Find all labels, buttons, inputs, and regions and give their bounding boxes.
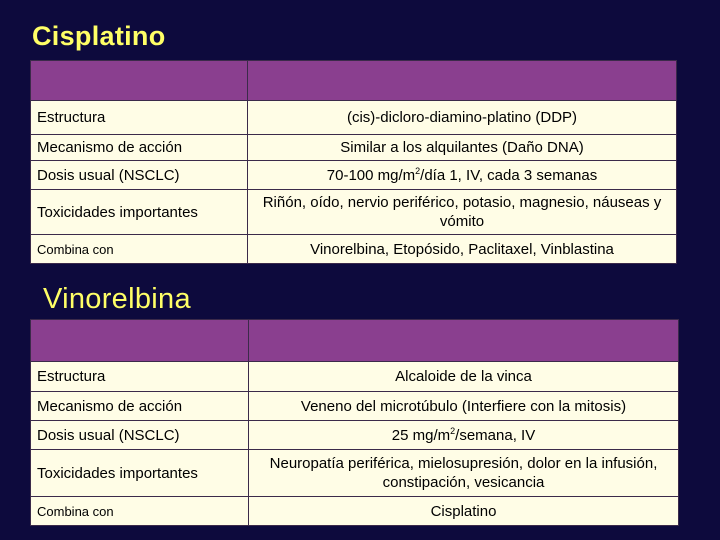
table-row — [31, 135, 677, 161]
dose-text-rest: /semana, IV — [455, 426, 536, 444]
row-label: Estructura — [31, 101, 248, 135]
row-label: Combina con — [31, 235, 248, 264]
row-value: Veneno del microtúbulo (Interfiere con la mitosis) — [249, 392, 679, 421]
table-row — [31, 450, 679, 497]
table-row — [31, 235, 677, 264]
row-label: Dosis usual (NSCLC) — [31, 421, 249, 450]
row-label: Toxicidades importantes — [31, 450, 249, 497]
row-value: (cis)-dicloro-diamino-platino (DDP) — [248, 101, 677, 135]
dose-superscript: 2 — [450, 425, 456, 436]
header-cell — [31, 320, 249, 362]
table-header-row — [31, 61, 677, 101]
table-header-row — [31, 320, 679, 362]
row-label: Mecanismo de acción — [31, 135, 248, 161]
dose-text: 70-100 mg/m — [326, 166, 416, 184]
row-value — [248, 161, 677, 190]
row-label: Mecanismo de acción — [31, 392, 249, 421]
row-label: Dosis usual (NSCLC) — [31, 161, 248, 190]
vinorelbina-table — [30, 319, 679, 526]
dose-text: 25 mg/m — [391, 426, 451, 444]
row-value: Neuropatía periférica, mielosupresión, dolor en la infusión, constipación, vesicancia — [249, 450, 679, 497]
cisplatino-table — [30, 60, 677, 264]
header-cell — [249, 320, 679, 362]
table-row — [31, 161, 677, 190]
dose-superscript: 2 — [415, 165, 421, 176]
vinorelbina-title: Vinorelbina — [43, 283, 191, 315]
row-label: Toxicidades importantes — [31, 190, 248, 235]
row-value: Alcaloide de la vinca — [249, 362, 679, 392]
table-row — [31, 362, 679, 392]
header-cell — [248, 61, 677, 101]
table-row — [31, 497, 679, 526]
row-label: Combina con — [31, 497, 249, 526]
row-value: Similar a los alquilantes (Daño DNA) — [248, 135, 677, 161]
row-value — [249, 421, 679, 450]
row-value: Vinorelbina, Etopósido, Paclitaxel, Vinblastina — [248, 235, 677, 264]
table-row — [31, 421, 679, 450]
row-label: Estructura — [31, 362, 249, 392]
header-cell — [31, 61, 248, 101]
table-row — [31, 101, 677, 135]
cisplatino-title: Cisplatino — [32, 21, 166, 51]
row-value: Cisplatino — [249, 497, 679, 526]
table-row — [31, 190, 677, 235]
row-value: Riñón, oído, nervio periférico, potasio, magnesio, náuseas y vómito — [248, 190, 677, 235]
table-row — [31, 392, 679, 421]
dose-text-rest: /día 1, IV, cada 3 semanas — [420, 166, 598, 184]
